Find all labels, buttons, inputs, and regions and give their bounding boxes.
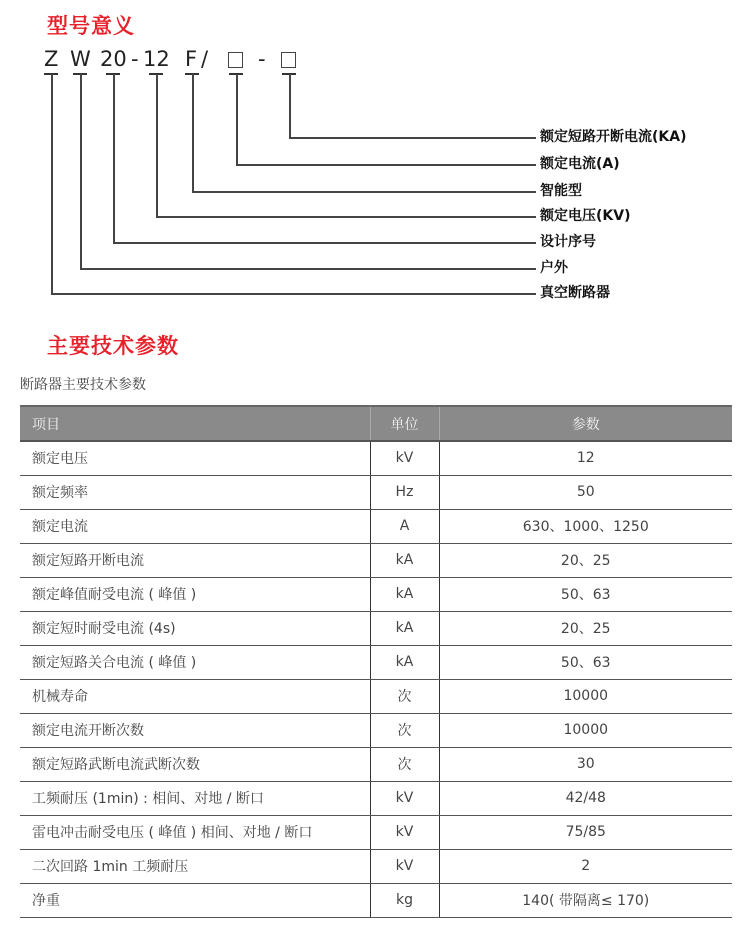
table-row <box>20 883 732 917</box>
table-row <box>20 781 732 815</box>
table-row <box>20 577 732 611</box>
cell-unit: 次 <box>370 679 439 713</box>
cell-value: 12 <box>439 441 732 475</box>
cell-value: 630、1000、1250 <box>439 509 732 543</box>
cell-item: 净重 <box>20 883 370 917</box>
cell-value: 50、63 <box>439 577 732 611</box>
cell-item: 额定电流开断次数 <box>20 713 370 747</box>
cell-unit: kA <box>370 645 439 679</box>
cell-unit: kV <box>370 815 439 849</box>
table-row <box>20 679 732 713</box>
cell-value: 75/85 <box>439 815 732 849</box>
table-row <box>20 815 732 849</box>
code-dash-2: - <box>258 47 266 71</box>
hline-design-no <box>113 242 536 244</box>
cell-item: 雷电冲击耐受电压 ( 峰值 ) 相间、对地 / 断口 <box>20 815 370 849</box>
table-header-row <box>20 406 732 441</box>
table-row <box>20 475 732 509</box>
code-char-20: 20 <box>100 47 127 71</box>
vline-12 <box>156 74 158 216</box>
header-value: 参数 <box>439 406 732 441</box>
table-row <box>20 543 732 577</box>
hline-vacuum-breaker <box>51 293 536 295</box>
table-row <box>20 713 732 747</box>
table-row <box>20 849 732 883</box>
cell-unit: 次 <box>370 747 439 781</box>
cell-value: 30 <box>439 747 732 781</box>
cell-value: 20、25 <box>439 611 732 645</box>
cell-unit: kA <box>370 577 439 611</box>
cell-value: 140( 带隔离≤ 170) <box>439 883 732 917</box>
legend-outdoor: 户外 <box>540 260 568 276</box>
cell-item: 二次回路 1min 工频耐压 <box>20 849 370 883</box>
table-row <box>20 645 732 679</box>
vline-box2 <box>289 74 291 137</box>
code-box-breaking <box>281 52 296 68</box>
tech-params-title: 主要技术参数 <box>47 334 179 358</box>
legend-design-no: 设计序号 <box>540 234 596 250</box>
cell-unit: kV <box>370 781 439 815</box>
cell-unit: kA <box>370 611 439 645</box>
cell-item: 工频耐压 (1min) : 相间、对地 / 断口 <box>20 781 370 815</box>
cell-item: 额定短路开断电流 <box>20 543 370 577</box>
table-row <box>20 441 732 475</box>
table-row <box>20 747 732 781</box>
cell-item: 机械寿命 <box>20 679 370 713</box>
cell-item: 额定电压 <box>20 441 370 475</box>
table-row <box>20 509 732 543</box>
model-meaning-title: 型号意义 <box>47 14 135 38</box>
tech-params-subtitle: 断路器主要技术参数 <box>20 377 146 393</box>
cell-unit: kV <box>370 849 439 883</box>
hline-intelligent <box>192 191 536 193</box>
code-char-z: Z <box>44 47 59 71</box>
legend-rated-current: 额定电流(A) <box>540 156 620 172</box>
cell-unit: 次 <box>370 713 439 747</box>
cell-value: 10000 <box>439 713 732 747</box>
header-item: 项目 <box>20 406 370 441</box>
legend-vacuum-breaker: 真空断路器 <box>540 285 610 301</box>
cell-value: 42/48 <box>439 781 732 815</box>
vline-20 <box>113 74 115 242</box>
cell-unit: kg <box>370 883 439 917</box>
cell-value: 10000 <box>439 679 732 713</box>
code-dash-1: - <box>131 47 139 71</box>
cell-unit: kA <box>370 543 439 577</box>
cell-item: 额定电流 <box>20 509 370 543</box>
cell-item: 额定短路关合电流 ( 峰值 ) <box>20 645 370 679</box>
code-char-w: W <box>70 47 91 71</box>
code-slash: / <box>201 47 209 71</box>
cell-item: 额定频率 <box>20 475 370 509</box>
cell-value: 50 <box>439 475 732 509</box>
table-row <box>20 611 732 645</box>
legend-rated-voltage: 额定电压(KV) <box>540 208 631 224</box>
code-box-current <box>228 52 243 68</box>
cell-item: 额定峰值耐受电流 ( 峰值 ) <box>20 577 370 611</box>
legend-intelligent: 智能型 <box>540 183 582 199</box>
cell-item: 额定短时耐受电流 (4s) <box>20 611 370 645</box>
cell-unit: A <box>370 509 439 543</box>
vline-w <box>80 74 82 268</box>
vline-z <box>51 74 53 293</box>
hline-outdoor <box>80 268 536 270</box>
cell-unit: Hz <box>370 475 439 509</box>
hline-rated-voltage <box>156 216 536 218</box>
legend-breaking-current: 额定短路开断电流(KA) <box>540 129 687 145</box>
cell-value: 20、25 <box>439 543 732 577</box>
hline-breaking-current <box>289 137 536 139</box>
spec-table <box>20 405 732 918</box>
cell-value: 50、63 <box>439 645 732 679</box>
code-char-12: 12 <box>143 47 170 71</box>
hline-rated-current <box>236 164 536 166</box>
code-char-f: F <box>185 47 198 71</box>
vline-f <box>192 74 194 191</box>
header-unit: 单位 <box>370 406 439 441</box>
cell-value: 2 <box>439 849 732 883</box>
vline-box1 <box>236 74 238 164</box>
cell-unit: kV <box>370 441 439 475</box>
cell-item: 额定短路武断电流武断次数 <box>20 747 370 781</box>
